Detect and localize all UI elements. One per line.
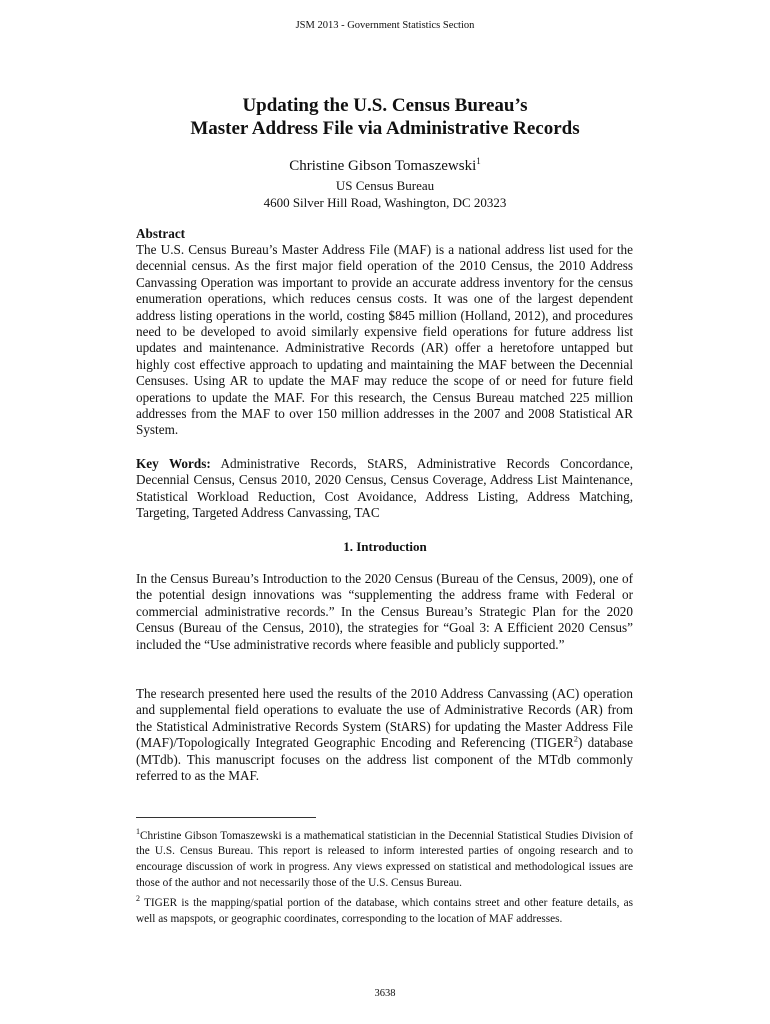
author-name-text: Christine Gibson Tomaszewski (289, 158, 477, 174)
author-name (0, 156, 770, 176)
footnote-ref-2: 2 (573, 733, 578, 744)
footnote-1-text: Christine Gibson Tomaszewski is a mathematical statistician in the Decennial Statistical Studies Division of the U.S. Census Bureau. This report is released to inform interested parties of ongoing research and to encourage discussion of work in progress. Any views expressed on statistical and methodological issues are those of the author and not necessarily those of the U.S. Census Bureau. (136, 829, 633, 889)
author-affiliation: US Census Bureau (335, 178, 435, 193)
intro-paragraph-2-text-a: The research presented here used the results of the 2010 Address Canvassing (AC) operation and supplemental field operations to evaluate the use of Administrative Records (AR) from the Statistical Administrative Records System (StARS) for updating the Master Address File (MAF)/Topologically Integrated Geographic Encoding and Referencing (TIGER (136, 686, 633, 751)
abstract-heading: Abstract (136, 226, 186, 241)
intro-paragraph-1 (136, 571, 633, 653)
footnotes (136, 824, 633, 927)
footnote-2 (136, 891, 633, 927)
intro-paragraph-2 (136, 686, 633, 784)
keywords-text: Administrative Records, StARS, Administrative Records Concordance, Decennial Census, Census 2010, 2020 Census, Census Coverage, Address List Maintenance, Statistical Workload Reduction, Cost Avoidance, Address Listing, Address Matching, Targeting, Targeted Address Canvassing, TAC (136, 456, 633, 521)
intro-paragraph-2-text-b: ) database (MTdb). This manuscript focuses on the address list component of the MTdb commonly referred to as the MAF. (136, 735, 633, 784)
section-heading-introduction: 1. Introduction (343, 539, 427, 554)
page-number: 3638 (374, 988, 396, 999)
footnote-1 (136, 824, 633, 891)
author-footnote-mark: 1 (476, 156, 481, 166)
author-address: 4600 Silver Hill Road, Washington, DC 20323 (263, 195, 507, 210)
running-head: JSM 2013 - Government Statistics Section (295, 20, 475, 31)
keywords (136, 456, 633, 522)
footnote-2-mark: 2 (136, 894, 140, 904)
intro-paragraph-1-text: In the Census Bureau’s Introduction to the 2020 Census (Bureau of the Census, 2009), one of the potential design innovations was “supplementing the address frame with Federal or commercial administrative records.” In the Census Bureau’s Strategic Plan for the 2020 Census (Bureau of the Census, 2010), the strategies for “Goal 3: A Efficient 2020 Census” included the “Use administrative records where feasible and publicly supported.” (136, 571, 633, 652)
paper-title (0, 94, 770, 140)
title-line-1: Updating the U.S. Census Bureau’s (242, 95, 528, 116)
abstract-body (136, 242, 633, 439)
footnote-2-text: TIGER is the mapping/spatial portion of the database, which contains street and other feature details, as well as mapspots, or geographic coordinates, corresponding to the location of MAF addresses. (136, 896, 633, 925)
title-line-2: Master Address File via Administrative Records (190, 118, 580, 139)
keywords-label: Key Words: (136, 456, 211, 471)
abstract-text: The U.S. Census Bureau’s Master Address File (MAF) is a national address list used for the decennial census. As the first major field operation of the 2010 Census, the 2010 Address Canvassing Operation was important to provide an accurate address inventory for the census enumeration operations, which reduces census costs. It was one of the largest dependent address listing operations in the world, costing $845 million (Holland, 2012), and procedures need to be developed to avoid similarly expensive field operations for future address list updates and maintenance. Administrative Records (AR) offer a heretofore untapped but highly cost effective approach to updating and maintaining the MAF between the Decennial Censuses. Using AR to update the MAF may reduce the scope of or need for future field operations to update the MAF. For this research, the Census Bureau matched 225 million addresses from the MAF to over 150 million addresses in the 2007 and 2008 Statistical AR System. (136, 242, 633, 438)
footnote-rule (136, 817, 316, 818)
footnote-1-mark: 1 (136, 827, 140, 836)
